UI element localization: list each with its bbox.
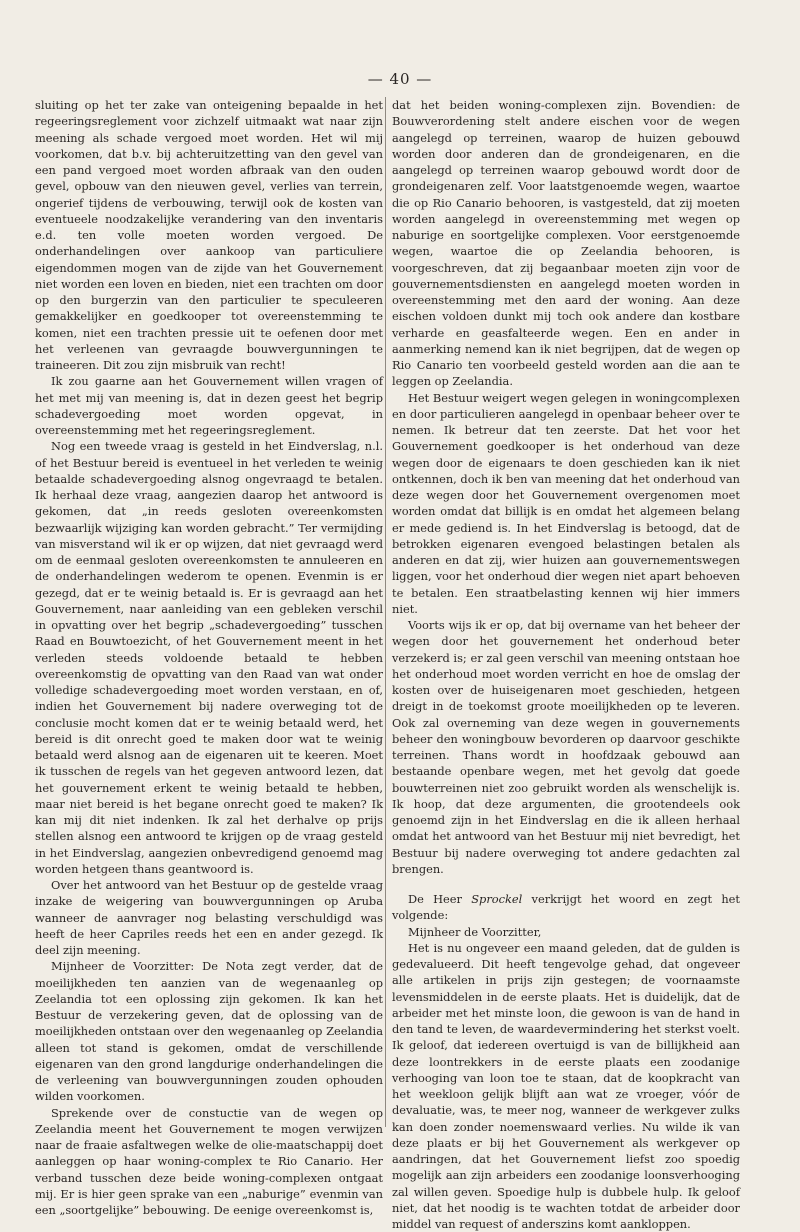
paragraph: Mijnheer de Voorzitter: De Nota zegt verder, dat de moeilijkheden ten aanzien van de wegenaanleg op Zeelandia tot een oplossing zijn gekomen. Ik kan het Bestuur de verzekering geven, dat de oplossing van de moeilijkheden ontstaan over den wegenaanleg op Zeelandia alleen tot stand is gekomen, omdat de verschillende eigenaren van den grond langdurige onderhandelingen die de verleening van bouwvergunningen zouden ophouden wilden voorkomen. bbox=[35, 959, 383, 1104]
speaker-intro-text: De Heer bbox=[408, 892, 472, 906]
paragraph: Het is nu ongeveer een maand geleden, dat de gulden is gedevalueerd. Dit heeft tengevolge gehad, dat ongeveer alle artikelen in prijs zijn gestegen; de voornaamste levensmiddelen in de eerste plaats. Het is duidelijk, dat de arbeider met het minste loon, die gewoon is van de hand in den tand te leven, de waardevermindering het sterkst voelt. Ik geloof, dat iedereen overtuigd is van de billijkheid aan deze loontrekkers in de eerste plaats een zoodanige verhooging van loon toe te staan, dat de koopkracht van het weekloon gelijk blijft aan wat ze vroeger, vóór de devaluatie, was, te meer nog, wanneer de werkgever zulks kan doen zonder noemenswaard verlies. Nu wilde ik van deze plaats er bij het Gouvernement als werkgever op aandringen, dat het Gouvernement liefst zoo spoedig mogelijk aan zijn arbeiders een zoodanige loonsverhooging zal willen geven. Spoedige hulp is dubbele hulp. Ik geloof niet, dat het noodig is te wachten totdat de arbeider door middel van request of anderszins komt aankloppen. bbox=[392, 940, 740, 1231]
paragraph: Nog een tweede vraag is gesteld in het Eindverslag, n.l. of het Bestuur bereid is eventueel in het verleden te weinig betaalde schadevergoeding alsnog ongevraagd te betalen. Ik herhaal deze vraag, aangezien daarop het antwoord is gekomen, dat „in reeds gesloten overeenkomsten bezwaarlijk wijziging kan worden gebracht.” Ter vermijding van misverstand wil ik er op wijzen, dat niet gevraagd werd om de eenmaal gesloten overeenkomsten te annuleeren en de onderhandelingen wederom te openen. Evenmin is er gezegd, dat er te weinig betaald is. Er is gevraagd aan het Gouvernement, naar aanleiding van een gebleken verschil in opvatting over het begrip „schadevergoeding” tusschen Raad en Bouwtoezicht, of het Gouvernement meent in het verleden steeds voldoende betaald te hebben overeenkomstig de opvatting van den Raad van wat onder volledige schadevergoeding moet worden verstaan, en of, indien het Gouvernement bij nadere overweging tot de conclusie mocht komen dat er te weinig betaald werd, het bereid is dit onrecht goed te maken door wat te weinig betaald werd alsnog aan de eigenaren uit te keeren. Moet ik tusschen de regels van het gegeven antwoord lezen, dat het gouvernement erkent te weinig betaald te hebben, maar niet bereid is het begane onrecht goed te maken? Ik kan mij dit niet indenken. Ik zal het derhalve op prijs stellen alsnog een antwoord te krijgen op de vraag gesteld in het Eindverslag, aangezien onbevredigend genoemd mag worden hetgeen thans geantwoord is. bbox=[35, 439, 383, 876]
speaker-after-text: verkrijgt het woord en zegt het volgende: bbox=[392, 892, 740, 923]
paragraph: Voorts wijs ik er op, dat bij overname van het beheer der wegen door het gouvernement het onderhoud beter verzekerd is; er zal geen verschil van meening ontstaan hoe het onderhoud moet worden verricht en hoe de omslag der kosten over de huiseigenaren moet geschieden, hetgeen dreigt in de toekomst groote moeilijkheden op te leveren. Ook zal overneming van deze wegen in gouvernements beheer den woningbouw bevorderen op daarvoor geschikte terreinen. Thans wordt in hoofdzaak gebouwd aan bestaande openbare wegen, met het gevolg dat goede bouwterreinen niet zoo gebruikt worden als wenschelijk is. Ik hoop, dat deze argumenten, die grootendeels ook genoemd zijn in het Eindverslag en die ik alleen herhaal omdat het antwoord van het Bestuur mij niet bevredigt, het Bestuur bij nadere overweging tot andere gedachten zal brengen. bbox=[392, 618, 740, 876]
paragraph: Ik zou gaarne aan het Gouvernement willen vragen of het met mij van meening is, dat in dezen geest het begrip schadevergoeding moet worden opgevat, in overeenstemming met het regeeringsreglement. bbox=[35, 374, 383, 437]
paragraph: dat het beiden woning-complexen zijn. Bovendien: de Bouwverordening stelt andere eischen voor de wegen aangelegd op terreinen, waarop de huizen gebouwd worden door anderen dan de grondeigenaren, en die aangelegd op terreinen waarop gebouwd wordt door de grondeigenaren zelf. Voor laatstgenoemde wegen, waartoe die op Rio Canario behooren, is vastgesteld, dat zij moeten worden aangelegd in overeenstemming met wegen op naburige en soortgelijke complexen. Voor eerstgenoemde wegen, waartoe die op Zeelandia behooren, is voorgeschreven, dat zij begaanbaar moeten zijn voor de gouvernementsdiensten en aangelegd moeten worden in overeenstemming met den aard der woning. Aan deze eischen voldoen dunkt mij toch ook andere dan kostbare verharde en geasfalteerde wegen. Een en ander in aanmerking nemend kan ik niet begrijpen, dat de wegen op Rio Canario ten voorbeeld gesteld worden aan die aan te leggen op Zeelandia. bbox=[392, 98, 740, 389]
left-column bbox=[35, 97, 383, 1218]
salutation: Mijnheer de Voorzitter, bbox=[408, 924, 542, 939]
column-divider bbox=[385, 97, 386, 1127]
speaker-intro bbox=[392, 891, 740, 924]
page-number: — 40 — bbox=[367, 70, 433, 88]
paragraph: Over het antwoord van het Bestuur op de gestelde vraag inzake de weigering van bouwvergunningen op Aruba wanneer de aanvrager nog belasting verschuldigd was heeft de heer Capriles reeds het een en ander gezegd. Ik deel zijn meening. bbox=[35, 878, 383, 957]
paragraph: Het Bestuur weigert wegen gelegen in woningcomplexen en door particulieren aangelegd in openbaar beheer over te nemen. Ik betreur dat ten zeerste. Dat het voor het Gouvernement goedkooper is het onderhoud van deze wegen door de eigenaars te doen geschieden kan ik niet ontkennen, doch ik ben van meening dat het onderhoud van deze wegen door het Gouvernement overgenomen moet worden omdat dat billijk is en omdat het algemeen belang er mede gediend is. In het Eindverslag is betoogd, dat de betrokken eigenaren evengoed belastingen betalen als anderen en dat zij, wier huizen aan gouvernementswegen liggen, voor het onderhoud dier wegen niet apart behoeven te betalen. Een straatbelasting kennen wij hier immers niet. bbox=[392, 390, 740, 616]
speaker-name: Sprockel bbox=[471, 892, 523, 906]
paragraph: Sprekende over de constuctie van de wegen op Zeelandia meent het Gouvernement te mogen verwijzen naar de fraaie asfaltwegen welke de olie-maatschappij doet aanleggen op haar woning-complex te Rio Canario. Her verband tusschen deze beide woning-complexen ontgaat mij. Er is hier geen sprake van een „naburige” evenmin van een „soortgelijke” bebouwing. De eenige overeenkomst is, bbox=[35, 1105, 383, 1217]
paragraph: sluiting op het ter zake van onteigening bepaalde in het regeeringsreglement voor zichzelf uitmaakt wat naar zijn meening als schade vergoed moet worden. Het wil mij voorkomen, dat b.v. bij achteruitzetting van den gevel van een pand vergoed moet worden afbraak van den ouden gevel, opbouw van den nieuwen gevel, verlies van terrein, ongerief tijdens de verbouwing, terwijl ook de kosten van eventueele noodzakelijke verandering van den inventaris e.d. ten volle moeten worden vergoed. De onderhandelingen over aankoop van particuliere eigendommen mogen van de zijde van het Gouvernement niet worden een loven en bieden, niet een trachten om door op den burgerzin van den particulier te speculeeren gemakkelijker en goedkooper tot overeenstemming te komen, niet een trachten pressie uit te oefenen door met het verleenen van gevraagde bouwvergunningen te traineeren. Dit zou zijn misbruik van recht! bbox=[35, 98, 383, 372]
right-column bbox=[392, 97, 740, 1232]
